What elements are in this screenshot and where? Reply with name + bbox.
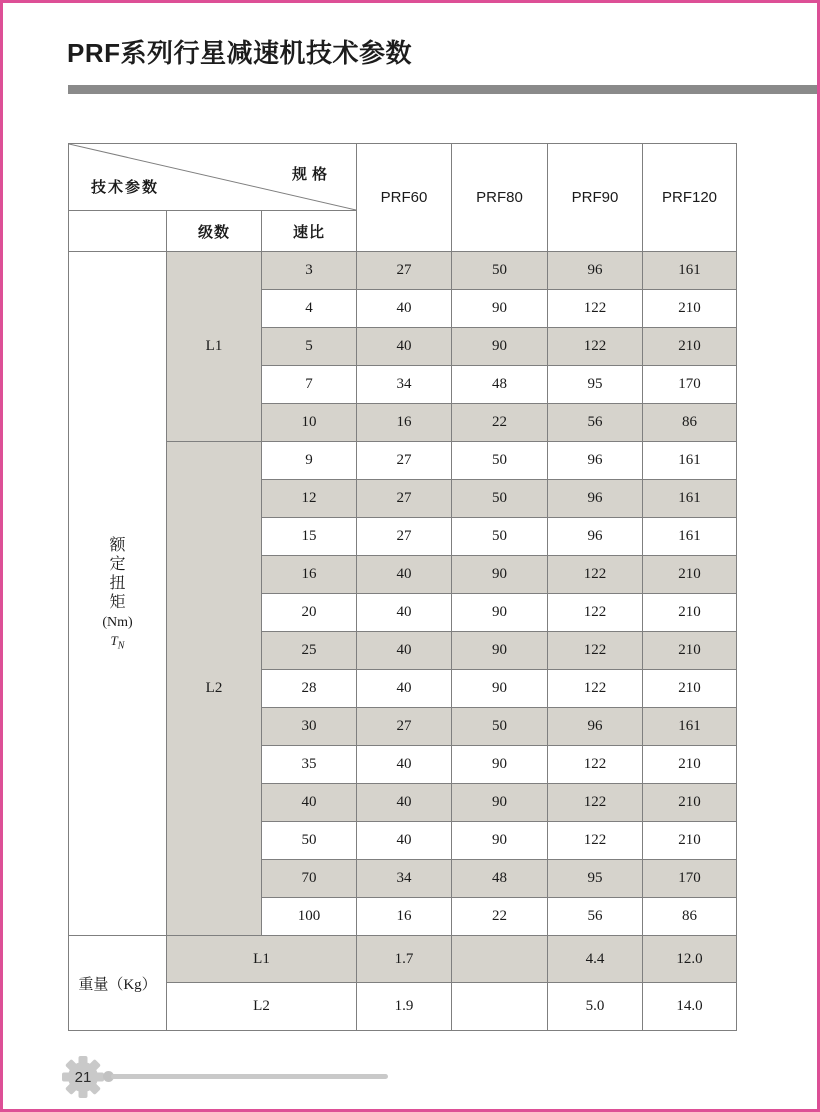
column-header-prf120: PRF120 <box>643 144 737 252</box>
torque-value-prf120: 161 <box>643 518 737 556</box>
ratio-cell: 12 <box>262 480 357 518</box>
torque-value-prf80: 90 <box>452 594 548 632</box>
torque-value-prf60: 40 <box>357 670 452 708</box>
weight-row <box>69 936 737 983</box>
torque-value-prf80: 90 <box>452 746 548 784</box>
torque-value-prf60: 34 <box>357 366 452 404</box>
torque-label-char: 额 <box>109 536 126 554</box>
header-row-top <box>69 144 737 211</box>
sub-header-stages: 级数 <box>167 211 262 252</box>
weight-value-prf60: 1.9 <box>357 983 452 1031</box>
weight-row <box>69 983 737 1031</box>
torque-value-prf120: 161 <box>643 480 737 518</box>
weight-stage-cell-l2: L2 <box>167 983 357 1031</box>
torque-value-prf60: 27 <box>357 480 452 518</box>
weight-value-prf80 <box>452 983 548 1031</box>
sub-header-ratio: 速比 <box>262 211 357 252</box>
torque-value-prf90: 96 <box>548 252 643 290</box>
diagonal-header-cell <box>69 144 357 211</box>
weight-value-prf90: 5.0 <box>548 983 643 1031</box>
torque-value-prf90: 122 <box>548 594 643 632</box>
torque-value-prf120: 161 <box>643 442 737 480</box>
torque-value-prf120: 170 <box>643 366 737 404</box>
weight-value-prf120: 12.0 <box>643 936 737 983</box>
ratio-cell: 20 <box>262 594 357 632</box>
corner-label-parameters: 技术参数 <box>91 179 160 196</box>
torque-value-prf90: 122 <box>548 746 643 784</box>
torque-row-header <box>69 252 167 936</box>
torque-value-prf120: 210 <box>643 594 737 632</box>
torque-value-prf120: 210 <box>643 784 737 822</box>
torque-value-prf60: 40 <box>357 594 452 632</box>
torque-value-prf90: 95 <box>548 860 643 898</box>
torque-value-prf90: 95 <box>548 366 643 404</box>
gear-icon <box>61 1055 105 1099</box>
torque-value-prf60: 34 <box>357 860 452 898</box>
torque-value-prf80: 90 <box>452 328 548 366</box>
torque-value-prf60: 27 <box>357 442 452 480</box>
ratio-cell: 3 <box>262 252 357 290</box>
column-header-prf80: PRF80 <box>452 144 548 252</box>
ratio-cell: 70 <box>262 860 357 898</box>
weight-value-prf60: 1.7 <box>357 936 452 983</box>
torque-value-prf60: 16 <box>357 898 452 936</box>
title-underline-bar <box>68 85 817 94</box>
torque-value-prf120: 86 <box>643 898 737 936</box>
stage-cell-l2: L2 <box>167 442 262 936</box>
column-header-prf60: PRF60 <box>357 144 452 252</box>
torque-value-prf60: 40 <box>357 328 452 366</box>
footer-decorative-line <box>111 1074 388 1079</box>
torque-value-prf60: 40 <box>357 746 452 784</box>
torque-symbol: $T_N$ <box>110 632 125 652</box>
ratio-cell: 10 <box>262 404 357 442</box>
torque-value-prf60: 40 <box>357 784 452 822</box>
ratio-cell: 28 <box>262 670 357 708</box>
corner-label-spec: 规格 <box>292 166 333 183</box>
torque-value-prf90: 56 <box>548 898 643 936</box>
torque-value-prf90: 96 <box>548 442 643 480</box>
torque-value-prf90: 56 <box>548 404 643 442</box>
torque-value-prf120: 161 <box>643 708 737 746</box>
torque-value-prf60: 40 <box>357 556 452 594</box>
torque-value-prf60: 40 <box>357 290 452 328</box>
torque-value-prf90: 122 <box>548 632 643 670</box>
torque-value-prf120: 210 <box>643 290 737 328</box>
torque-value-prf120: 210 <box>643 746 737 784</box>
torque-value-prf120: 161 <box>643 252 737 290</box>
torque-value-prf80: 22 <box>452 404 548 442</box>
torque-value-prf120: 170 <box>643 860 737 898</box>
torque-value-prf90: 96 <box>548 708 643 746</box>
weight-row-header: 重量（Kg） <box>69 936 167 1031</box>
torque-value-prf120: 210 <box>643 822 737 860</box>
table-row <box>69 442 737 480</box>
table-row <box>69 252 737 290</box>
ratio-cell: 50 <box>262 822 357 860</box>
column-header-prf90: PRF90 <box>548 144 643 252</box>
torque-value-prf120: 210 <box>643 632 737 670</box>
torque-value-prf80: 90 <box>452 632 548 670</box>
ratio-cell: 5 <box>262 328 357 366</box>
weight-value-prf90: 4.4 <box>548 936 643 983</box>
empty-header-cell <box>69 211 167 252</box>
ratio-cell: 25 <box>262 632 357 670</box>
torque-label-char: 矩 <box>109 593 126 611</box>
torque-value-prf80: 90 <box>452 290 548 328</box>
torque-value-prf120: 210 <box>643 670 737 708</box>
torque-value-prf90: 122 <box>548 670 643 708</box>
spec-table <box>68 143 737 1031</box>
ratio-cell: 9 <box>262 442 357 480</box>
ratio-cell: 7 <box>262 366 357 404</box>
ratio-cell: 15 <box>262 518 357 556</box>
torque-value-prf120: 86 <box>643 404 737 442</box>
page-title: PRF系列行星减速机技术参数 <box>67 38 413 68</box>
torque-value-prf90: 122 <box>548 328 643 366</box>
torque-value-prf60: 40 <box>357 632 452 670</box>
torque-value-prf60: 27 <box>357 708 452 746</box>
torque-value-prf80: 90 <box>452 556 548 594</box>
torque-value-prf60: 27 <box>357 252 452 290</box>
ratio-cell: 30 <box>262 708 357 746</box>
torque-value-prf80: 22 <box>452 898 548 936</box>
torque-label-char: 定 <box>109 555 126 573</box>
torque-value-prf80: 90 <box>452 670 548 708</box>
torque-value-prf60: 40 <box>357 822 452 860</box>
torque-value-prf80: 50 <box>452 708 548 746</box>
ratio-cell: 100 <box>262 898 357 936</box>
torque-value-prf120: 210 <box>643 556 737 594</box>
torque-value-prf80: 48 <box>452 366 548 404</box>
torque-value-prf80: 50 <box>452 442 548 480</box>
torque-value-prf80: 90 <box>452 784 548 822</box>
torque-value-prf80: 48 <box>452 860 548 898</box>
ratio-cell: 40 <box>262 784 357 822</box>
torque-label-char: 扭 <box>109 574 126 592</box>
stage-cell-l1: L1 <box>167 252 262 442</box>
ratio-cell: 16 <box>262 556 357 594</box>
weight-value-prf120: 14.0 <box>643 983 737 1031</box>
ratio-cell: 35 <box>262 746 357 784</box>
ratio-cell: 4 <box>262 290 357 328</box>
torque-value-prf80: 90 <box>452 822 548 860</box>
torque-value-prf90: 122 <box>548 784 643 822</box>
torque-value-prf90: 122 <box>548 556 643 594</box>
torque-value-prf80: 50 <box>452 252 548 290</box>
weight-value-prf80 <box>452 936 548 983</box>
torque-value-prf120: 210 <box>643 328 737 366</box>
torque-value-prf90: 96 <box>548 480 643 518</box>
page-number: 21 <box>74 1068 92 1086</box>
torque-value-prf80: 50 <box>452 480 548 518</box>
torque-value-prf60: 16 <box>357 404 452 442</box>
spec-table-body <box>69 252 737 1031</box>
torque-value-prf60: 27 <box>357 518 452 556</box>
torque-unit: (Nm) <box>102 614 133 630</box>
weight-stage-cell-l1: L1 <box>167 936 357 983</box>
torque-value-prf80: 50 <box>452 518 548 556</box>
torque-value-prf90: 122 <box>548 290 643 328</box>
torque-value-prf90: 96 <box>548 518 643 556</box>
torque-value-prf90: 122 <box>548 822 643 860</box>
